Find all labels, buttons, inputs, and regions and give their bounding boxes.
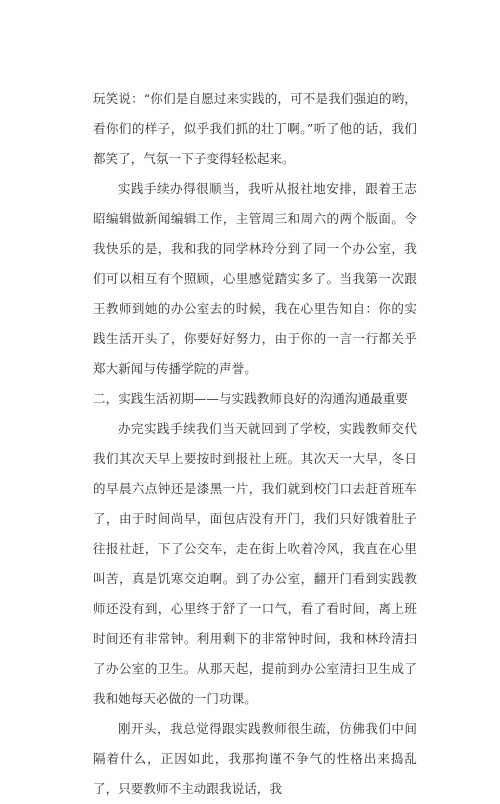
paragraph-first-day: 办完实践手续我们当天就回到了学校，实践教师交代我们其次天早上要按时到报社上班。其次天一大早，冬日的早晨六点钟还是漆黑一片，我们就到校门口去赶首班车了，由于时间尚早，面包店没有开门，我们只好饿着肚子往报社赶，下了公交车，走在街上吹着冷风，我直在心里叫苦，真是饥寒交迫啊。到了办公室，翻开门看到实践教师还没有到，心里终于舒了一口气，看了看时间，离上班时间还有非常钟。利用剩下的非常钟时间，我和林玲清扫了办公室的卫生。从那天起，提前到办公室清扫卫生成了我和她每天必做的一门功课。 xyxy=(93,421,417,706)
document-body xyxy=(93,84,417,804)
paragraph-practice-procedures: 实践手续办得很顺当，我听从报社地安排，跟着王志昭编辑做新闻编辑工作，主管周三和周六的两个版面。令我快乐的是，我和我的同学林玲分到了同一个办公室，我们可以相互有个照顾，心里感觉踏实多了。当我第一次跟王教师到她的办公室去的时候，我在心里告知自：你的实践生活开头了，你要好好努力，由于你的一言一行都关乎郑大新闻与传播学院的声誉。 xyxy=(93,181,417,376)
section-heading-early-practice: 二，实践生活初期——与实践教师良好的沟通沟通最重要 xyxy=(93,391,409,406)
paragraph-continuation: 玩笑说：“你们是自愿过来实践的，可不是我们强迫的哟，看你们的样子，似乎我们抓的壮丁啊。”听了他的话，我们都笑了，气氛一下子变得轻松起来。 xyxy=(93,91,417,166)
paragraph-beginning-feelings: 刚开头，我总觉得跟实践教师很生疏，仿佛我们中间隔着什么，正因如此，我那拘谨不争气的性格出来捣乱了，只要教师不主动跟我说话，我 xyxy=(93,721,417,796)
